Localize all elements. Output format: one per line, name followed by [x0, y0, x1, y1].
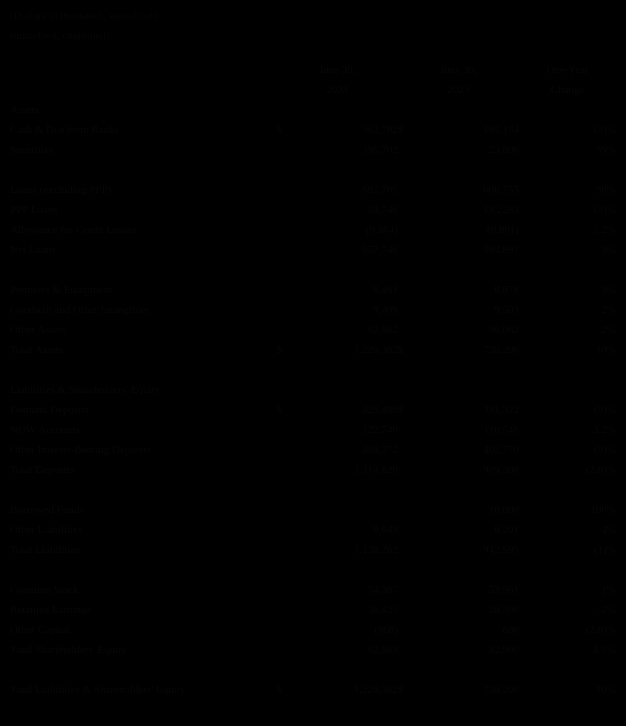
- row-label: Total Shareholders' Equity: [10, 644, 127, 656]
- row-value-current: (968): [374, 624, 398, 636]
- row-value-prior: 686: [502, 624, 520, 636]
- table-row: [10, 340, 616, 360]
- row-change-percent: (2.0)%: [585, 624, 616, 636]
- row-label: Cash & Due from Banks: [10, 124, 119, 136]
- row-label: Total Deposits: [10, 464, 74, 476]
- header-col2-line2: 2023: [447, 84, 470, 96]
- spacer-cell: [10, 260, 616, 280]
- row-value-current: 9,409: [373, 304, 398, 316]
- row-label: PPP Loans: [10, 204, 58, 216]
- row-currency-symbol-2: [398, 300, 422, 320]
- row-value-prior: 594,897: [483, 244, 520, 256]
- row-change-percent: (2.0)%: [585, 464, 616, 476]
- row-change-percent: 100%: [590, 504, 616, 516]
- row-change-percent: 98%: [595, 184, 616, 196]
- row-currency-symbol-1: [277, 320, 301, 340]
- row-currency-symbol-1: [277, 440, 301, 460]
- header-col3-line1: One-Year: [546, 64, 589, 76]
- row-value-current: 657,746: [362, 244, 398, 256]
- row-change-percent: 10%: [595, 344, 616, 356]
- row-value-current: (9,364): [365, 224, 398, 236]
- table-row: [10, 180, 616, 200]
- table-body: [10, 100, 616, 700]
- row-change-percent: 9%: [601, 284, 616, 296]
- spacer-row: [10, 260, 616, 280]
- row-label: Allowance for Credit Losses: [10, 224, 137, 236]
- row-label: Other Interest-Bearing Deposits: [10, 444, 151, 456]
- table-row: [10, 620, 616, 640]
- row-currency-symbol-2: [398, 540, 422, 560]
- row-value-current: 54,387: [367, 584, 398, 596]
- table-row: [10, 300, 616, 320]
- row-change-percent: (9)%: [594, 404, 616, 416]
- spacer-cell: [10, 660, 616, 680]
- row-currency-symbol-1: $: [276, 684, 283, 696]
- row-value-current: 58,746: [367, 204, 398, 216]
- row-value-prior: 28,396: [488, 604, 520, 616]
- balance-sheet-table: [10, 60, 616, 700]
- row-currency-symbol-2: [398, 180, 422, 200]
- row-value-prior: 110,546: [483, 424, 520, 436]
- row-label: Total Liabilities & Shareholders' Equity: [10, 684, 186, 696]
- table-row: [10, 440, 616, 460]
- row-label: Premises & Equipment: [10, 284, 113, 296]
- row-value-prior: 942,595: [483, 544, 520, 556]
- row-currency-symbol-1: [277, 140, 301, 160]
- row-label: Common Stock: [10, 584, 79, 596]
- header-col3-line2: Change: [550, 84, 585, 96]
- spacer-cell: [10, 560, 616, 580]
- section-heading-filler: [277, 380, 301, 400]
- row-value-current: 92,889: [367, 644, 398, 656]
- table-row: [10, 580, 616, 600]
- row-change-percent: 3.2%: [593, 424, 616, 436]
- row-change-percent: (9)%: [594, 444, 616, 456]
- section-heading-filler: [422, 100, 519, 120]
- row-label: Net Loans: [10, 244, 56, 256]
- row-label: NOW Accounts: [10, 424, 80, 436]
- row-value-current: 1,114,628: [354, 464, 398, 476]
- row-currency-symbol-1: [277, 420, 301, 440]
- header-blank-2: [10, 80, 277, 100]
- row-currency-symbol-2: [398, 280, 422, 300]
- row-currency-symbol-1: [277, 500, 301, 520]
- row-currency-symbol-2: [398, 600, 422, 620]
- row-value-prior: 96,082: [488, 324, 520, 336]
- spacer-row: [10, 160, 616, 180]
- row-value-prior: 738,206: [483, 684, 520, 696]
- row-currency-symbol-1: [277, 240, 301, 260]
- row-value-current: 468,372: [362, 444, 398, 456]
- row-value-prior: 53,561: [488, 584, 520, 596]
- row-change-percent: 10%: [595, 684, 616, 696]
- row-value-current: 9,649: [373, 524, 398, 536]
- row-change-percent: 2%: [601, 324, 616, 336]
- row-value-prior: 608,755: [483, 184, 520, 196]
- row-currency-symbol-2: $: [397, 124, 404, 136]
- spacer-row: [10, 560, 616, 580]
- table-row: [10, 520, 616, 540]
- row-value-prior: 8,878: [494, 284, 520, 296]
- spacer-cell: [10, 480, 616, 500]
- table-row: [10, 220, 616, 240]
- spacer-cell: [10, 360, 616, 380]
- header-col2-line1: June 30,: [440, 64, 477, 76]
- table-row: [10, 320, 616, 340]
- row-value-current: 92,082: [367, 324, 398, 336]
- row-currency-symbol-1: [277, 580, 301, 600]
- row-value-current: 691,765: [362, 184, 398, 196]
- row-value-prior: 23,806: [488, 144, 520, 156]
- row-value-prior: 195,154: [483, 124, 520, 136]
- table-row: [10, 460, 616, 480]
- row-currency-symbol-2: $: [397, 684, 404, 696]
- spacer-row: [10, 480, 616, 500]
- spacer-row: [10, 660, 616, 680]
- header-col1-line1: June 30,: [318, 64, 356, 76]
- row-value-current: 1,220,362: [353, 344, 398, 356]
- row-label: Demand Deposits: [10, 404, 89, 416]
- row-value-prior: 9,503: [494, 304, 520, 316]
- row-currency-symbol-1: [277, 280, 301, 300]
- row-currency-symbol-1: [277, 180, 301, 200]
- row-currency-symbol-2: [398, 200, 422, 220]
- row-change-percent: -2%: [597, 604, 616, 616]
- row-change-percent: (1)%: [594, 544, 616, 556]
- section-heading-filler: [519, 100, 616, 120]
- table-row: [10, 640, 616, 660]
- section-heading-filler: [301, 380, 398, 400]
- row-value-prior: (8,881): [486, 224, 520, 236]
- row-currency-symbol-2: [398, 320, 422, 340]
- row-value-prior: 909,308: [483, 464, 520, 476]
- row-currency-symbol-1: [277, 620, 301, 640]
- row-value-current: 1,138,262: [353, 544, 398, 556]
- table-header: [10, 60, 616, 100]
- section-heading-row: [10, 100, 616, 120]
- row-currency-symbol-1: [277, 460, 301, 480]
- row-currency-symbol-2: [398, 420, 422, 440]
- row-label: Goodwill and Other Intangibles: [10, 304, 150, 316]
- row-value-prior: 738,206: [483, 344, 520, 356]
- row-currency-symbol-2: $: [397, 404, 404, 416]
- row-label: Total Liabilities: [10, 544, 80, 556]
- row-currency-symbol-1: [277, 540, 301, 560]
- row-label: Securities: [10, 144, 54, 156]
- section-heading-filler: [519, 380, 616, 400]
- table-row: [10, 500, 616, 520]
- row-change-percent: 39%: [595, 144, 616, 156]
- row-change-percent: 4.5%: [593, 644, 616, 656]
- section-heading-filler: [398, 380, 422, 400]
- row-currency-symbol-1: [277, 640, 301, 660]
- row-label: Other Assets: [10, 324, 66, 336]
- table-row: [10, 400, 616, 420]
- row-label: Borrowed Funds: [10, 504, 84, 516]
- row-currency-symbol-2: [398, 620, 422, 640]
- row-value-current: 122,740: [362, 424, 398, 436]
- row-currency-symbol-1: [277, 600, 301, 620]
- table-row: [10, 600, 616, 620]
- row-currency-symbol-2: [398, 580, 422, 600]
- row-change-percent: 9%: [601, 244, 616, 256]
- row-currency-symbol-2: [398, 500, 422, 520]
- row-currency-symbol-1: $: [276, 404, 283, 416]
- row-currency-symbol-2: [398, 460, 422, 480]
- row-change-percent: 2%: [601, 304, 616, 316]
- table-row: [10, 200, 616, 220]
- row-label: Other Capital: [10, 624, 70, 636]
- header-row-line-1: [10, 60, 616, 80]
- row-currency-symbol-2: [398, 140, 422, 160]
- row-label: Total Assets: [10, 344, 64, 356]
- row-currency-symbol-1: [277, 300, 301, 320]
- row-currency-symbol-2: $: [397, 344, 404, 356]
- table-row: [10, 280, 616, 300]
- row-currency-symbol-2: [398, 440, 422, 460]
- row-currency-symbol-2: [398, 640, 422, 660]
- document-title-line-2: (unaudited, continued): [10, 30, 110, 42]
- document-title-line-1: (Dollars in thousands, unaudited): [10, 10, 157, 22]
- row-value-prior: 82,900: [488, 644, 520, 656]
- row-value-prior: 19,2283: [483, 204, 520, 216]
- header-blank: [10, 60, 277, 80]
- row-change-percent: (3)%: [594, 124, 616, 136]
- row-value-prior: 402,770: [483, 444, 520, 456]
- row-value-current: 36,425: [367, 604, 398, 616]
- row-value-current: [301, 500, 398, 520]
- row-label: Retained Earnings: [10, 604, 91, 616]
- table-row: [10, 420, 616, 440]
- table-row: [10, 140, 616, 160]
- row-currency-symbol-1: [277, 520, 301, 540]
- section-heading-filler: [301, 100, 398, 120]
- row-currency-symbol-2: [398, 520, 422, 540]
- row-label: Loans (excluding PPP): [10, 184, 112, 196]
- spacer-row: [10, 360, 616, 380]
- section-heading-row: [10, 380, 616, 400]
- row-change-percent: 1%: [601, 584, 616, 596]
- table-row: [10, 240, 616, 260]
- row-value-current: 362,782: [362, 124, 398, 136]
- section-heading-filler: [277, 100, 301, 120]
- row-value-current: 423,486: [362, 404, 398, 416]
- table-row: [10, 120, 616, 140]
- row-value-current: 396,702: [362, 144, 398, 156]
- section-heading: Assets: [10, 104, 39, 116]
- row-value-current: 1,220,362: [353, 684, 398, 696]
- row-change-percent: (3)%: [594, 204, 616, 216]
- row-change-percent: 1.2%: [593, 224, 616, 236]
- table-row: [10, 680, 616, 700]
- row-currency-symbol-1: [277, 220, 301, 240]
- row-change-percent: 4%: [601, 524, 616, 536]
- row-value-prior: 8,201: [494, 524, 520, 536]
- row-currency-symbol-1: $: [276, 344, 283, 356]
- row-currency-symbol-2: [398, 240, 422, 260]
- header-row-line-2: [10, 80, 616, 100]
- spacer-cell: [10, 160, 616, 180]
- row-currency-symbol-1: [277, 200, 301, 220]
- row-currency-symbol-2: [398, 220, 422, 240]
- table-row: [10, 540, 616, 560]
- row-label: Other Liabilities: [10, 524, 83, 536]
- section-heading-filler: [398, 100, 422, 120]
- row-value-current: 8,461: [373, 284, 398, 296]
- row-value-prior: 391,322: [483, 404, 520, 416]
- section-heading-filler: [422, 380, 519, 400]
- header-col1-line2: 2024: [326, 84, 349, 96]
- row-value-prior: 10,000: [488, 504, 520, 516]
- row-currency-symbol-1: $: [276, 124, 283, 136]
- section-heading: Liabilities & Shareholders' Equity: [10, 384, 161, 396]
